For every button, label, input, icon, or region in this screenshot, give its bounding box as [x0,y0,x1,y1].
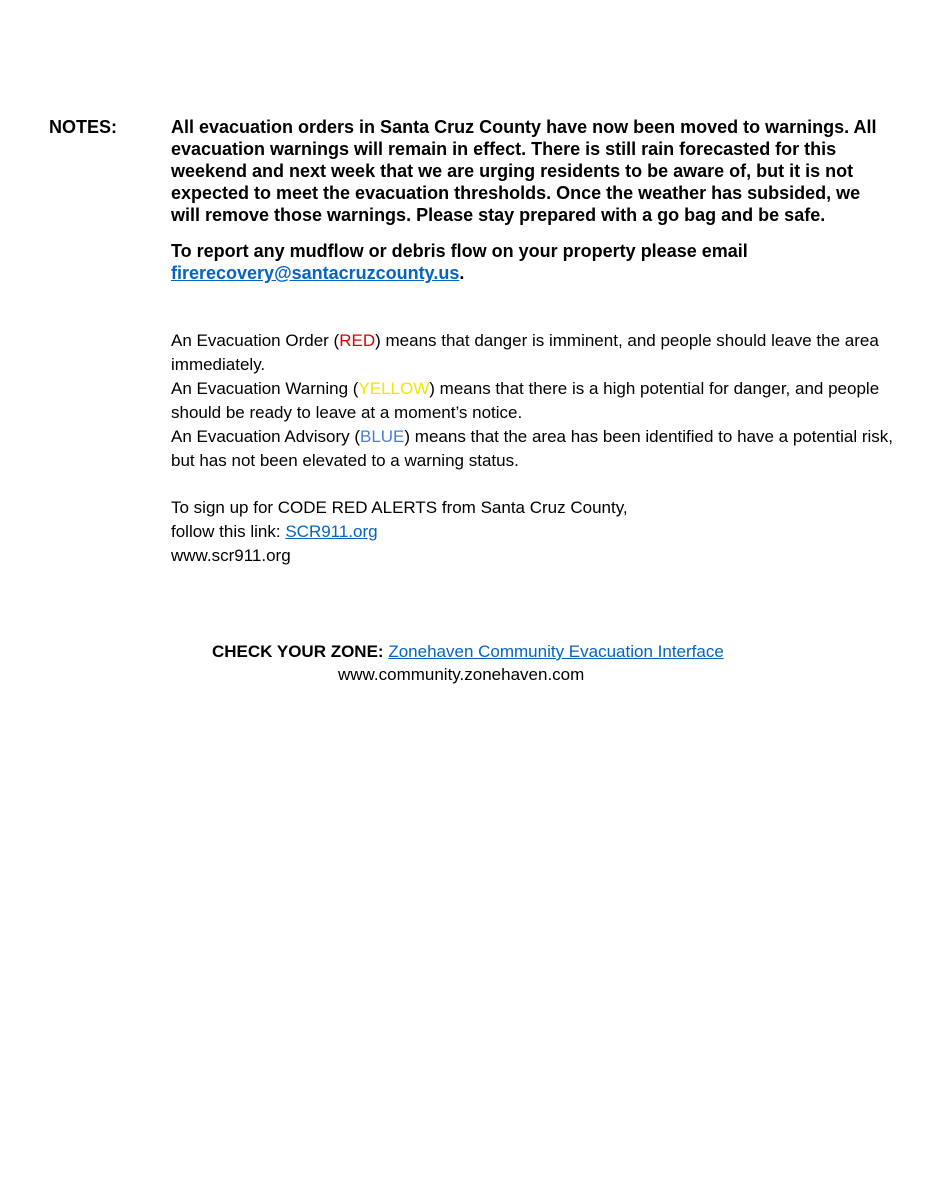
report-text [171,240,891,284]
warning-color-word: YELLOW [358,379,430,398]
notes-label: NOTES: [49,117,118,137]
notes-paragraph-text: All evacuation orders in Santa Cruz County have now been moved to warnings. All evacuation warnings will remain in effect. There is still rain forecasted for this weekend and next week that we are urging residents to be aware of, but it is not expected to meet the evacuation thresholds. Once the weather has subsided, we will remove those warnings. Please stay prepared with a go bag and be safe. [171,117,877,225]
signup-line1: To sign up for CODE RED ALERTS from Santa Cruz County, [171,498,628,517]
legend-advisory [171,425,901,473]
report-prefix: To report any mudflow or debris flow on your property please email [171,241,748,261]
notes-paragraph [171,116,891,226]
legend-warning [171,377,901,425]
advisory-prefix: An Evacuation Advisory ( [171,427,360,446]
report-paragraph [171,240,891,284]
zonehaven-link[interactable]: Zonehaven Community Evacuation Interface [388,642,724,661]
signup-line2-prefix: follow this link: [171,522,286,541]
evacuation-legend [171,329,901,473]
scr911-link[interactable]: SCR911.org [285,522,378,541]
warning-prefix: An Evacuation Warning ( [171,379,359,398]
report-suffix: . [459,263,465,283]
advisory-color-word: BLUE [359,427,405,446]
signup-line2 [171,520,871,544]
warning-suffix: ) means that there is a high potential for danger, and people should be ready to leave at a moment’s notice. [171,379,880,422]
advisory-suffix: ) means that the area has been identified to have a potential risk, but has not been elevated to a warning status. [171,427,893,470]
check-zone-line [212,641,862,663]
zonehaven-url: www.community.zonehaven.com [338,665,585,684]
legend-order [171,329,901,377]
order-color-word: RED [339,331,376,350]
order-suffix: ) means that danger is imminent, and people should leave the area immediately. [171,331,879,374]
check-zone-label: CHECK YOUR ZONE: [212,642,384,661]
signup-url: www.scr911.org [171,546,291,565]
order-prefix: An Evacuation Order ( [171,331,340,350]
report-email-link[interactable]: firerecovery@santacruzcounty.us [171,263,460,283]
signup-section [171,496,871,568]
